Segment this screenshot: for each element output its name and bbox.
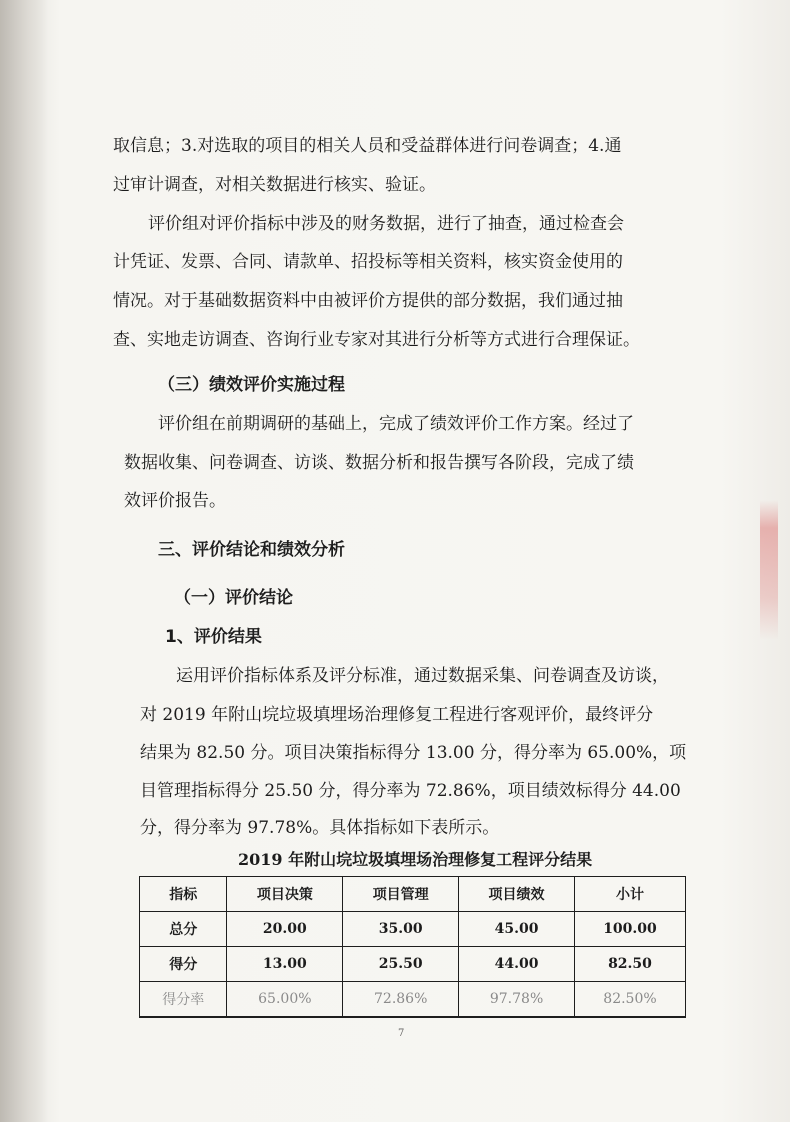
table-cell: 得分 xyxy=(140,946,227,981)
table-cell: 35.00 xyxy=(343,911,459,946)
paragraph-line: 计凭证、发票、合同、请款单、招投标等相关资料，核实资金使用的 xyxy=(113,252,623,272)
paragraph-line: 分，得分率为 97.78%。具体指标如下表所示。 xyxy=(140,818,500,838)
paragraph-line: 对 2019 年附山垸垃圾填埋场治理修复工程进行客观评价，最终评分 xyxy=(140,705,654,725)
paragraph-line: 运用评价指标体系及评分标准，通过数据采集、问卷调查及访谈， xyxy=(176,666,669,686)
table-header-row xyxy=(140,877,686,912)
page-number: 7 xyxy=(398,1028,405,1039)
paragraph-line: 结果为 82.50 分。项目决策指标得分 13.00 分，得分率为 65.00%，项 xyxy=(140,743,687,763)
table-cell: 总分 xyxy=(140,911,227,946)
item-heading: 1、评价结果 xyxy=(165,627,262,647)
table-header-cell: 小计 xyxy=(574,877,685,912)
table-header-cell: 项目绩效 xyxy=(459,877,575,912)
red-seal-stamp-edge xyxy=(760,500,778,640)
table-header-cell: 项目决策 xyxy=(227,877,343,912)
table-row xyxy=(140,981,686,1017)
table-cell: 97.78% xyxy=(459,981,575,1017)
table-cell: 82.50 xyxy=(574,946,685,981)
table-cell: 82.50% xyxy=(574,981,685,1017)
table-cell: 13.00 xyxy=(227,946,343,981)
paragraph-line: 数据收集、问卷调查、访谈、数据分析和报告撰写各阶段，完成了绩 xyxy=(124,453,634,473)
score-table xyxy=(139,876,686,1018)
table-header-cell: 指标 xyxy=(140,877,227,912)
table-cell: 72.86% xyxy=(343,981,459,1017)
subsection-heading: （一）评价结论 xyxy=(174,588,293,608)
paragraph-line: 评价组对评价指标中涉及的财务数据，进行了抽查，通过检查会 xyxy=(148,214,624,234)
page-spine-shadow xyxy=(0,0,48,1122)
table-cell: 20.00 xyxy=(227,911,343,946)
paragraph-line: 目管理指标得分 25.50 分，得分率为 72.86%，项目绩效标得分 44.00 xyxy=(140,781,681,801)
paragraph-line: 效评价报告。 xyxy=(124,491,226,511)
table-row xyxy=(140,946,686,981)
paragraph-line: 取信息；3.对选取的项目的相关人员和受益群体进行问卷调查；4.通 xyxy=(113,136,622,156)
table-cell: 25.50 xyxy=(343,946,459,981)
paragraph-line: 评价组在前期调研的基础上，完成了绩效评价工作方案。经过了 xyxy=(158,414,634,434)
table-cell: 44.00 xyxy=(459,946,575,981)
paragraph-line: 过审计调查，对相关数据进行核实、验证。 xyxy=(113,175,436,195)
table-cell: 100.00 xyxy=(574,911,685,946)
table-cell: 得分率 xyxy=(140,981,227,1017)
table-header-cell: 项目管理 xyxy=(343,877,459,912)
paragraph-line: 查、实地走访调查、咨询行业专家对其进行分析等方式进行合理保证。 xyxy=(113,330,640,350)
section-heading-3: （三）绩效评价实施过程 xyxy=(158,375,345,395)
table-row xyxy=(140,911,686,946)
section-heading: 三、评价结论和绩效分析 xyxy=(158,540,345,560)
table-title: 2019 年附山垸垃圾填埋场治理修复工程评分结果 xyxy=(238,850,593,869)
table-cell: 65.00% xyxy=(227,981,343,1017)
table-cell: 45.00 xyxy=(459,911,575,946)
paragraph-line: 情况。对于基础数据资料中由被评价方提供的部分数据，我们通过抽 xyxy=(113,291,623,311)
